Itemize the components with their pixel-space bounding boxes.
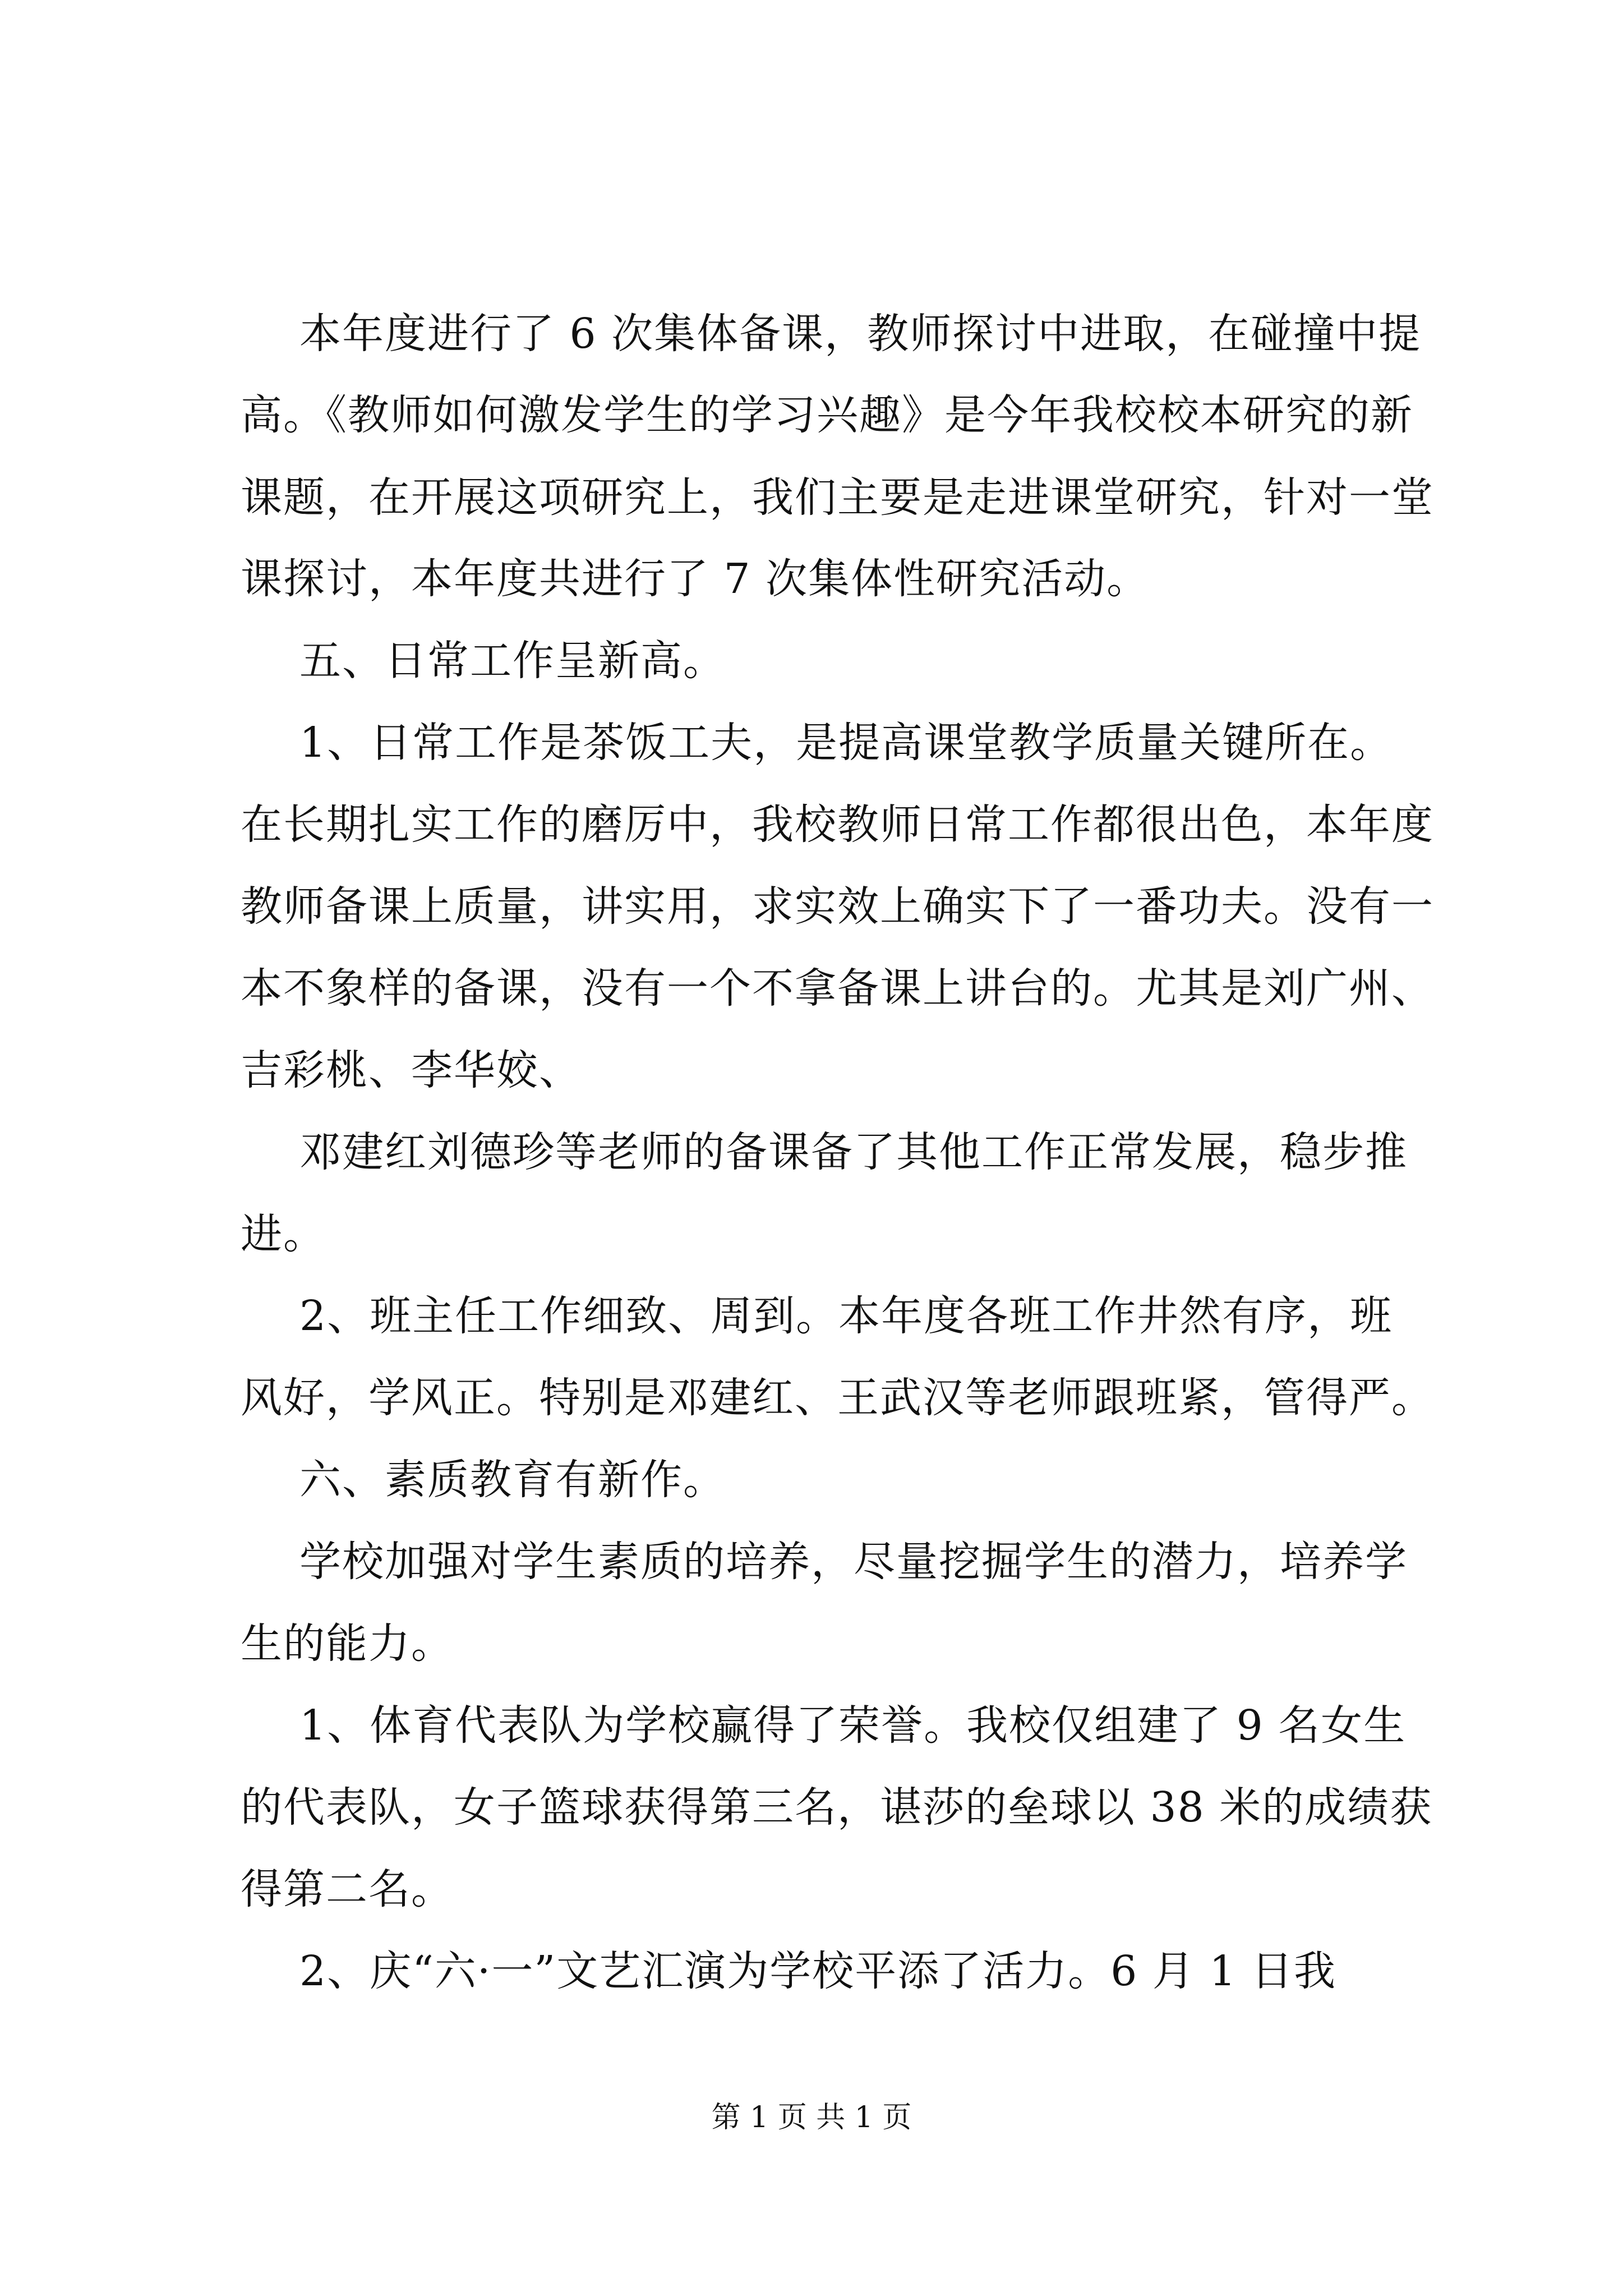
text-line: 高。《教师如何激发学生的学习兴趣》是今年我校校本研究的新 xyxy=(241,391,1413,439)
text-line: 生的能力。 xyxy=(241,1619,454,1668)
text-line: 邓建红刘德珍等老师的备课备了其他工作正常发展，稳步推 xyxy=(299,1128,1408,1176)
text-line: 1、日常工作是茶饭工夫，是提高课堂教学质量关键所在。 xyxy=(299,719,1393,767)
text-line: 课探讨，本年度共进行了 7 次集体性研究活动。 xyxy=(241,555,1150,603)
text-line: 学校加强对学生素质的培养，尽量挖掘学生的潜力，培养学 xyxy=(299,1538,1408,1586)
text-line: 风好，学风正。特别是邓建红、王武汉等老师跟班紧，管得严。 xyxy=(241,1374,1434,1422)
section-heading: 五、日常工作呈新高。 xyxy=(299,637,726,685)
text-line: 本不象样的备课，没有一个不拿备课上讲台的。尤其是刘广州、 xyxy=(241,964,1434,1013)
text-line: 吉彩桃、李华姣、 xyxy=(241,1046,582,1094)
text-line: 教师备课上质量，讲实用，求实效上确实下了一番功夫。没有一 xyxy=(241,882,1434,931)
text-line: 在长期扎实工作的磨厉中，我校教师日常工作都很出色，本年度 xyxy=(241,800,1434,849)
text-line: 2、庆“六·一”文艺汇演为学校平添了活力。6 月 1 日我 xyxy=(299,1947,1336,1995)
text-line: 本年度进行了 6 次集体备课，教师探讨中进取，在碰撞中提 xyxy=(299,310,1422,358)
text-line: 的代表队，女子篮球获得第三名，谌莎的垒球以 38 米的成绩获 xyxy=(241,1783,1433,1832)
section-heading: 六、素质教育有新作。 xyxy=(299,1456,726,1504)
text-line: 2、班主任工作细致、周到。本年度各班工作井然有序，班 xyxy=(299,1292,1393,1340)
page-footer: 第 1 页 共 1 页 xyxy=(711,2101,912,2134)
text-line: 进。 xyxy=(241,1210,326,1258)
text-line: 得第二名。 xyxy=(241,1865,454,1913)
text-line: 1、体育代表队为学校赢得了荣誉。我校仅组建了 9 名女生 xyxy=(299,1701,1407,1750)
text-line: 课题，在开展这项研究上，我们主要是走进课堂研究，针对一堂 xyxy=(241,473,1434,522)
